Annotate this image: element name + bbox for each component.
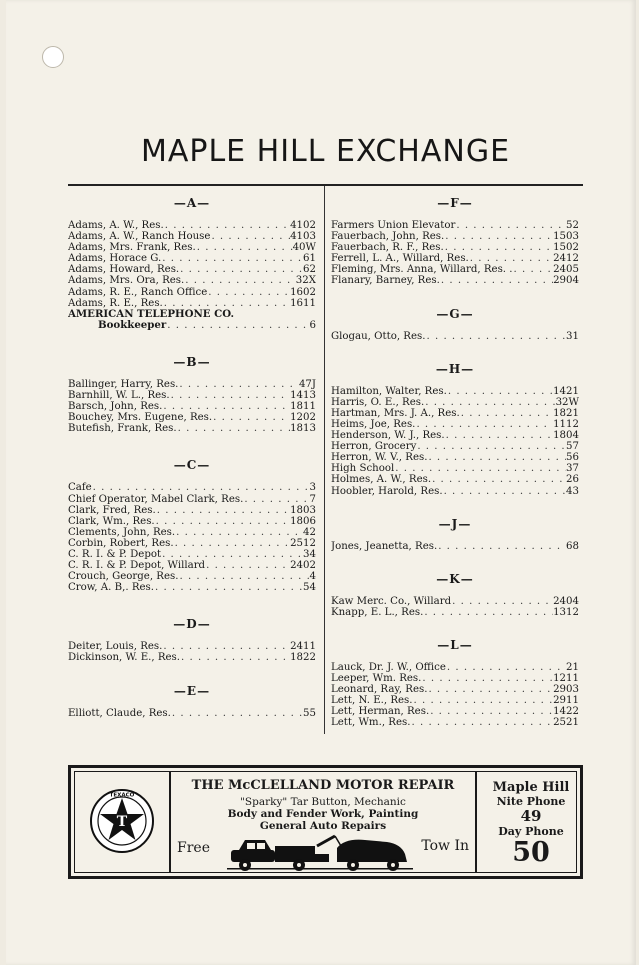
leader-dots	[156, 505, 290, 516]
town-name: Maple Hill	[492, 780, 570, 795]
listing-number: 2411	[290, 641, 316, 653]
listing-row	[331, 242, 579, 253]
listing-number: 1811	[290, 401, 316, 413]
listing-number: 52	[566, 220, 579, 231]
listing-name: Barnhill, W. L., Res.	[68, 390, 170, 402]
listing-name: Fauerbach, R. F., Res.	[331, 242, 444, 254]
listing-name: Lett, Wm., Res.	[331, 717, 411, 729]
leader-dots	[207, 287, 290, 298]
leader-dots	[178, 379, 299, 390]
day-phone-number: 50	[512, 837, 550, 868]
page-title: MAPLE HILL EXCHANGE	[140, 134, 511, 169]
listing-name: Ferrell, L. A., Willard, Res.	[331, 253, 469, 265]
listing-name: Adams, Mrs. Ora, Res.	[68, 275, 185, 287]
section-letter: —C—	[173, 458, 211, 473]
listing-name: Crouch, George, Res.	[68, 571, 179, 583]
listing-name: Adams, R. E., Ranch Office	[68, 286, 208, 298]
listing-number: 1813	[290, 423, 316, 435]
section	[68, 458, 316, 593]
listing-name: Deiter, Louis, Res.	[68, 641, 163, 653]
section-letter: —D—	[173, 617, 211, 632]
listing-row	[68, 401, 316, 412]
leader-dots	[196, 242, 293, 253]
listing-name: Lett, Herman, Res.	[331, 706, 430, 718]
listing-row	[68, 571, 316, 582]
listing-row	[331, 231, 579, 242]
listing-name: Lett, N. E., Res.	[331, 695, 413, 707]
listing-number: 54	[303, 582, 316, 594]
listing-number: 1803	[290, 504, 316, 516]
listing-number: 1806	[290, 515, 316, 527]
listing-name: Jones, Jeanetta, Res.	[331, 540, 438, 552]
directory-page	[6, 0, 636, 965]
leader-dots	[444, 231, 553, 242]
listing-row	[68, 527, 316, 538]
leader-dots	[178, 571, 309, 582]
title-rule	[68, 184, 583, 186]
listing-row	[68, 264, 316, 275]
listing-number: 1602	[290, 286, 316, 298]
listing-name: Hamilton, Walter, Res.	[331, 385, 447, 397]
listing-number: 1413	[290, 390, 316, 402]
listing-name: Fauerbach, John, Res.	[331, 231, 445, 243]
listing-name: Leonard, Ray, Res.	[331, 684, 428, 696]
listing-row	[68, 320, 316, 331]
section-letter: —K—	[436, 571, 474, 586]
listing-name: Henderson, W. J., Res.	[331, 430, 445, 442]
leader-dots	[155, 516, 290, 527]
listing-row	[68, 652, 316, 663]
listing-name: Adams, R. E., Res.	[68, 297, 163, 309]
tow-in-label: Tow In	[421, 838, 469, 854]
free-label: Free	[177, 840, 210, 856]
leader-dots	[162, 401, 290, 412]
leader-dots	[437, 541, 566, 552]
leader-dots	[444, 242, 553, 253]
listing-number: 1112	[553, 418, 579, 430]
leader-dots	[431, 474, 566, 485]
listing-name: Adams, Horace G.	[68, 253, 162, 265]
listing-name: C. R. I. & P. Depot, Willard	[68, 560, 206, 572]
listing-number: 2521	[553, 717, 579, 729]
listing-number: 1422	[553, 706, 579, 718]
listing-row	[68, 538, 316, 549]
listing-row	[331, 441, 579, 452]
listing-number: 4103	[290, 231, 316, 243]
listing-name: Hoobler, Harold, Res.	[331, 485, 443, 497]
listing-row	[331, 397, 579, 408]
leader-dots	[161, 549, 303, 560]
listing-number: 1822	[290, 652, 316, 664]
leader-dots	[455, 220, 566, 231]
listing-name: Corbin, Robert, Res.	[68, 537, 174, 549]
section-letter: —F—	[437, 196, 473, 210]
listing-number: 1312	[553, 606, 579, 618]
listing-number: 57	[566, 441, 579, 453]
section	[331, 196, 579, 287]
listing-row	[68, 298, 316, 309]
leader-dots	[174, 538, 290, 549]
section-letter: —E—	[173, 683, 211, 698]
listing-row	[331, 695, 579, 706]
ad-phone-panel	[479, 774, 583, 868]
listing-name: Adams, Howard, Res.	[68, 264, 180, 276]
leader-dots	[92, 482, 310, 493]
leader-dots	[212, 412, 290, 423]
listing-name: Knapp, E. L., Res.	[331, 606, 424, 618]
section	[331, 362, 579, 497]
leader-dots	[460, 408, 553, 419]
section-letter: —A—	[173, 196, 211, 210]
listing-row	[68, 242, 316, 253]
listing-name: Cafe	[68, 482, 92, 494]
listing-number: 32W	[555, 396, 579, 408]
listing-row	[68, 505, 316, 516]
leader-dots	[469, 253, 553, 264]
listing-row	[68, 708, 316, 719]
listing-row	[331, 662, 579, 673]
listing-row	[68, 582, 316, 593]
listing-number: 6	[309, 319, 316, 331]
listing-name: C. R. I. & P. Depot	[68, 548, 162, 560]
listing-number: 2911	[553, 695, 579, 707]
section	[331, 307, 579, 342]
listing-name: Ballinger, Harry, Res.	[68, 378, 179, 390]
leader-dots	[162, 641, 290, 652]
leader-dots	[180, 652, 290, 663]
listing-number: 1421	[553, 385, 579, 397]
listing-row	[331, 706, 579, 717]
listing-number: 47J	[298, 378, 316, 390]
listing-row	[331, 596, 579, 607]
leader-dots	[166, 320, 309, 331]
tow-truck-icon	[225, 832, 415, 872]
listing-number: 1804	[553, 430, 579, 442]
listing-row	[68, 494, 316, 505]
day-phone-label: Day Phone	[498, 825, 564, 838]
section-letter: —H—	[435, 361, 475, 376]
leader-dots	[443, 486, 566, 497]
punch-hole	[42, 46, 64, 68]
listing-name: Harris, O. E., Res.	[331, 396, 425, 408]
section	[68, 684, 316, 719]
listing-name: Herron, W. V., Res.	[331, 452, 428, 464]
leader-dots	[427, 684, 553, 695]
leader-dots	[210, 231, 290, 242]
listing-row	[331, 264, 579, 275]
listing-row	[331, 607, 579, 618]
listing-row	[68, 549, 316, 560]
listing-row	[68, 390, 316, 401]
listing-row	[331, 275, 579, 286]
section	[68, 617, 316, 663]
listing-number: 1611	[290, 297, 316, 309]
listing-number: 61	[303, 253, 316, 265]
listing-row	[68, 220, 316, 231]
listing-row	[68, 516, 316, 527]
leader-dots	[410, 717, 553, 728]
listing-row	[331, 253, 579, 264]
leader-dots	[415, 419, 553, 430]
listing-number: 1502	[553, 242, 579, 254]
listing-row	[68, 309, 316, 320]
leader-dots	[164, 220, 290, 231]
leader-dots	[179, 264, 303, 275]
leader-dots	[161, 253, 303, 264]
listing-row	[68, 560, 316, 571]
listing-number: 68	[566, 540, 579, 552]
leader-dots	[243, 494, 309, 505]
listing-number: 43	[566, 485, 579, 497]
listing-number: 26	[566, 474, 579, 486]
listing-row	[68, 275, 316, 286]
leader-dots	[451, 596, 553, 607]
listing-name: Clements, John, Res.	[68, 526, 176, 538]
listing-number: 55	[303, 707, 316, 719]
section-letter: —G—	[436, 306, 474, 321]
listing-row	[68, 482, 316, 493]
nite-phone-label: Nite Phone	[496, 795, 566, 808]
advertisement-box	[68, 765, 583, 879]
leader-dots	[171, 708, 303, 719]
listing-number: 34	[303, 548, 316, 560]
section	[331, 638, 579, 729]
ad-divider-left	[169, 772, 171, 872]
listing-name: Adams, Mrs. Frank, Res.	[68, 242, 196, 254]
section-letter: —L—	[437, 637, 473, 652]
listing-number: 2402	[290, 560, 316, 572]
listing-name: Kaw Merc. Co., Willard	[331, 595, 452, 607]
listing-name: Barsch, John, Res.	[68, 401, 163, 413]
listing-number: 1503	[553, 231, 579, 243]
ad-inner-frame	[74, 771, 577, 873]
listing-number: 3	[309, 482, 316, 494]
listing-name: Bookkeeper	[98, 319, 167, 331]
listing-number: 2412	[553, 253, 579, 265]
listing-name: High School	[331, 463, 395, 475]
ad-line-repairs: General Auto Repairs	[259, 820, 387, 832]
listing-number: 62	[303, 264, 316, 276]
listing-row	[68, 423, 316, 434]
listing-row	[331, 684, 579, 695]
leader-dots	[425, 331, 566, 342]
leader-dots	[423, 607, 553, 618]
leader-dots	[429, 706, 553, 717]
column-divider	[324, 186, 325, 734]
listing-name: Butefish, Frank, Res.	[68, 423, 177, 435]
listing-row	[331, 220, 579, 231]
listing-row	[68, 641, 316, 652]
listing-name: Holmes, A. W., Res.	[331, 474, 432, 486]
leader-dots	[175, 527, 303, 538]
listing-name: Bouchey, Mrs. Eugene, Res.	[68, 412, 213, 424]
ad-divider-right	[475, 772, 477, 872]
leader-dots	[416, 441, 566, 452]
listing-number: 21	[566, 661, 579, 673]
listing-number: 31	[566, 330, 579, 342]
section	[331, 517, 579, 552]
listing-number: 2903	[553, 684, 579, 696]
listing-name: Heims, Joe, Res.	[331, 418, 416, 430]
leader-dots	[421, 673, 553, 684]
listing-name: Clark, Wm., Res.	[68, 515, 155, 527]
listing-number: 2404	[553, 595, 579, 607]
texaco-logo-icon	[89, 788, 155, 854]
listing-name: Leeper, Wm. Res.	[331, 672, 422, 684]
listing-row	[68, 412, 316, 423]
listing-number: 2512	[290, 537, 316, 549]
listing-row	[331, 673, 579, 684]
listing-name: Herron, Grocery	[331, 441, 417, 453]
ad-line-body-work: Body and Fender Work, Painting	[227, 808, 419, 820]
leader-dots	[394, 463, 566, 474]
leader-dots	[446, 662, 566, 673]
section	[68, 196, 316, 331]
listing-name: Fleming, Mrs. Anna, Willard, Res. .	[331, 264, 513, 276]
listing-name: Elliott, Claude, Res.	[68, 707, 171, 719]
listing-name: Chief Operator, Mabel Clark, Res.	[68, 493, 244, 505]
listing-name: Dickinson, W. E., Res.	[68, 652, 181, 664]
listing-name: Lauck, Dr. J. W., Office	[331, 661, 446, 673]
leader-dots	[163, 298, 290, 309]
leader-dots	[447, 386, 553, 397]
leader-dots	[427, 452, 566, 463]
listing-row	[331, 386, 579, 397]
left-column	[68, 196, 316, 719]
listing-name: Crow, A. B,. Res.	[68, 582, 154, 594]
listing-number: 1211	[553, 672, 579, 684]
leader-dots	[445, 430, 553, 441]
listing-number: 56	[566, 452, 579, 464]
logo-text: TEXACO	[109, 792, 135, 799]
listing-row	[331, 452, 579, 463]
listing-row	[68, 287, 316, 298]
listing-name: Glogau, Otto, Res.	[331, 330, 426, 342]
logo-letter: T	[116, 814, 128, 830]
listing-name: Clark, Fred, Res.	[68, 504, 156, 516]
leader-dots	[440, 275, 553, 286]
listing-name: Farmers Union Elevator	[331, 220, 456, 231]
section-letter: —J—	[438, 516, 472, 531]
business-name: THE McCLELLAND MOTOR REPAIR	[191, 778, 455, 793]
right-column	[331, 196, 579, 728]
listing-number: 37	[566, 463, 579, 475]
leader-dots	[184, 275, 296, 286]
listing-row	[68, 231, 316, 242]
leader-dots	[205, 560, 290, 571]
listing-row	[331, 419, 579, 430]
listing-number: 32X	[295, 275, 316, 287]
listing-row	[68, 253, 316, 264]
listing-row	[331, 474, 579, 485]
listing-number: 1821	[553, 407, 579, 419]
listing-number: 7	[309, 493, 316, 505]
listing-name: Adams, A. W., Res.	[68, 220, 164, 231]
listing-name: Flanary, Barney, Res.	[331, 275, 440, 287]
listing-number: 1202	[290, 412, 316, 424]
listing-row	[331, 408, 579, 419]
nite-phone-number: 49	[520, 807, 542, 825]
listing-row	[331, 331, 579, 342]
listing-row	[331, 486, 579, 497]
listing-name: AMERICAN TELEPHONE CO.	[68, 308, 235, 320]
listing-number: 40W	[292, 242, 316, 254]
leader-dots	[424, 397, 555, 408]
ad-center	[173, 774, 473, 874]
listing-number: 2904	[553, 275, 579, 287]
listing-number: 2405	[553, 264, 579, 276]
section-letter: —B—	[173, 354, 211, 369]
listing-number: 4102	[290, 220, 316, 231]
listing-row	[331, 717, 579, 728]
leader-dots	[513, 264, 554, 275]
listing-name: Adams, A. W., Ranch House	[68, 231, 211, 243]
listing-row	[331, 541, 579, 552]
section	[331, 572, 579, 618]
listing-number: 42	[303, 526, 316, 538]
listing-name: Hartman, Mrs. J. A., Res.	[331, 407, 460, 419]
leader-dots	[177, 423, 290, 434]
leader-dots	[154, 582, 303, 593]
listing-row	[331, 430, 579, 441]
leader-dots	[170, 390, 290, 401]
listing-number: 4	[309, 571, 316, 583]
listing-row	[331, 463, 579, 474]
section	[68, 355, 316, 434]
leader-dots	[413, 695, 554, 706]
listing-row	[68, 379, 316, 390]
ad-line-mechanic: "Sparky" Tar Button, Mechanic	[240, 796, 406, 808]
